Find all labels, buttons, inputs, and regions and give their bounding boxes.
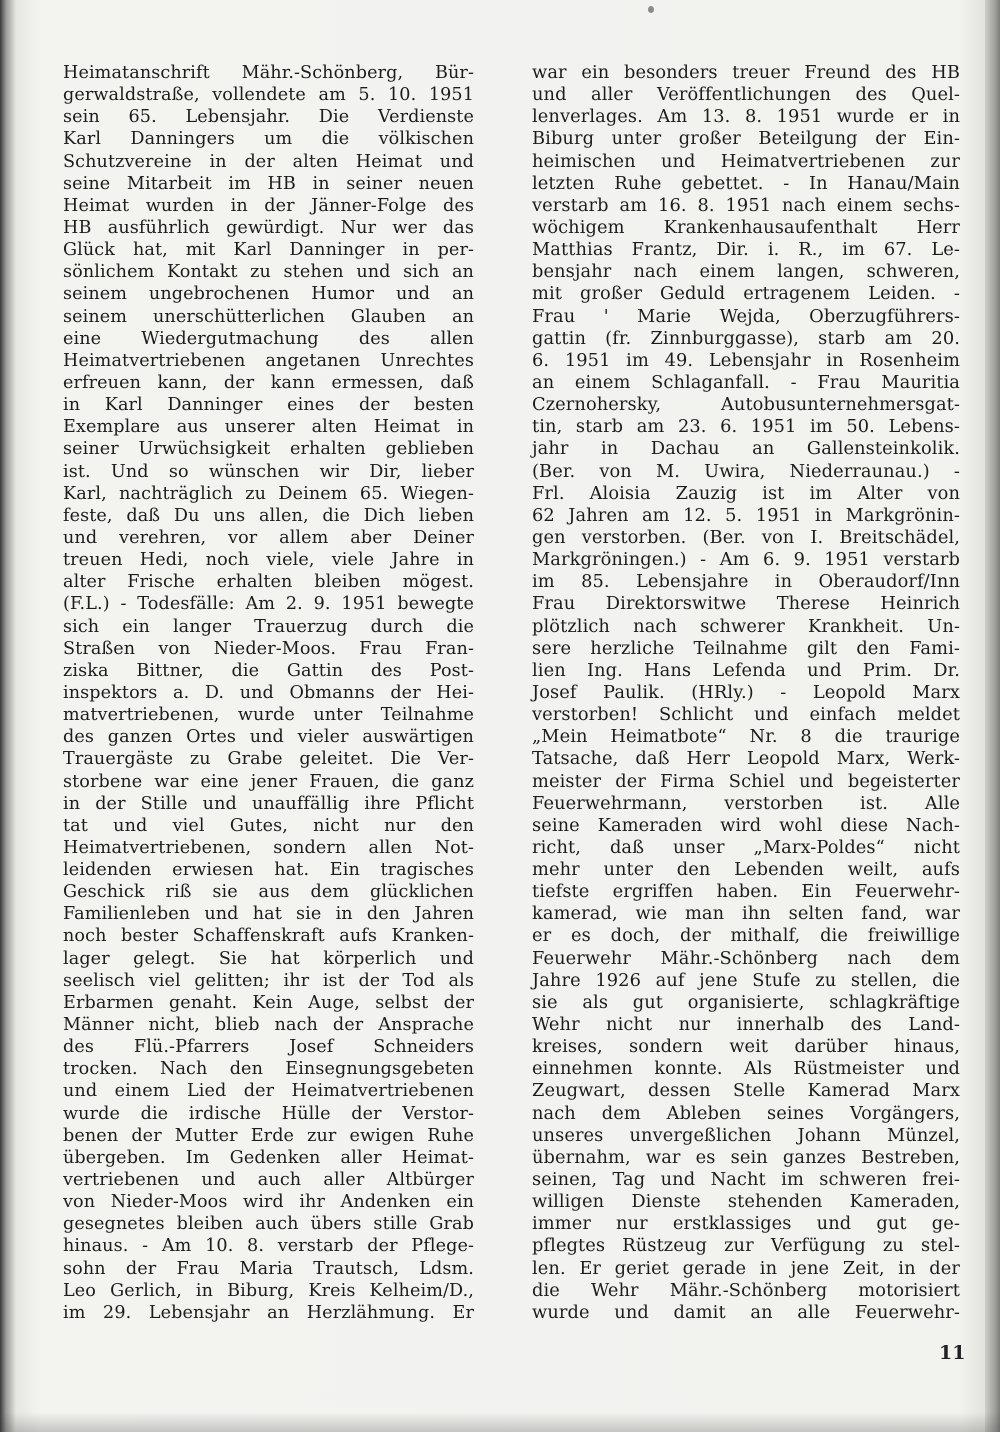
text-line: matvertriebenen, wurde unter Teilnahme [63,705,474,726]
text-line: lien Ing. Hans Lefenda und Prim. Dr. [532,659,960,681]
text-line: er es doch, der mithalf, die freiwillige [532,925,960,947]
text-line: Feuerwehr Mähr.-Schönberg nach dem [532,947,960,969]
text-line: richt, daß unser „Marx-Poldes“ nicht [532,836,960,858]
text-line: len. Er geriet gerade in jene Zeit, in der [532,1257,960,1279]
text-line: Zeugwart, dessen Stelle Kamerad Marx [532,1080,960,1102]
text-line: und aller Veröffentlichungen des Quel- [532,84,960,106]
text-line: treuen Hedi, noch viele, viele Jahre in [63,550,474,571]
text-line: Wehr nicht nur innerhalb des Land- [532,1014,960,1036]
text-line: Karl Danningers um die völkischen [63,129,474,150]
text-line: trocken. Nach den Einsegnungsgebeten [63,1059,474,1080]
text-line: inspektors a. D. und Obmanns der Hei- [63,682,474,703]
text-line: (F.L.) - Todesfälle: Am 2. 9. 1951 bewegte [63,594,474,615]
text-line: pflegtes Rüstzeug zur Verfügung zu stel- [532,1235,960,1257]
text-line: verstarb am 16. 8. 1951 nach einem sechs- [532,194,960,216]
text-line: Heimatvertriebenen angetanen Unrechtes [63,350,474,371]
text-line: Straßen von Nieder-Moos. Frau Fran- [63,638,474,659]
text-line: Schutzvereine in der alten Heimat und [63,151,474,172]
text-line: seine Mitarbeit im HB in seiner neuen [63,173,474,194]
text-line: übergeben. Im Gedenken aller Heimat- [63,1147,474,1168]
text-line: gen verstorben. (Ber. von I. Breitschädel, [532,526,960,548]
bottom-shadow [0,1412,1000,1432]
text-line: Frau Direktorswitwe Therese Heinrich [532,593,960,615]
text-line: noch bester Schaffenskraft aufs Kranken- [63,926,474,947]
text-line: mehr unter den Lebenden weilt, aufs [532,859,960,881]
text-line: Matthias Frantz, Dir. i. R., im 67. Le- [532,239,960,261]
text-line: alter Frische erhalten bleiben mögest. [63,572,474,593]
text-line: Tatsache, daß Herr Leopold Marx, Werk- [532,748,960,770]
text-line: hinaus. - Am 10. 8. verstarb der Pflege- [63,1236,474,1257]
text-line: Josef Paulik. (HRly.) - Leopold Marx [532,681,960,703]
text-line: einnehmen konnte. Als Rüstmeister und [532,1058,960,1080]
text-line: eine Wiedergutmachung des allen [63,328,474,349]
text-line: Biburg unter großer Beteilgung der Ein- [532,128,960,150]
text-line: Familienleben und hat sie in den Jahren [63,904,474,925]
text-line: Heimat wurden in der Jänner-Folge des [63,195,474,216]
text-line: wöchigem Krankenhausaufenthalt Herr [532,216,960,238]
text-line: lenverlages. Am 13. 8. 1951 wurde er in [532,106,960,128]
page-number: 11 [939,1342,966,1364]
text-line: unseres unvergeßlichen Johann Münzel, [532,1124,960,1146]
text-line: bensjahr nach einem langen, schweren, [532,261,960,283]
text-line: seiner Urwüchsigkeit erhalten geblieben [63,439,474,460]
text-line: gattin (fr. Zinnburggasse), starb am 20. [532,327,960,349]
text-line: Heimatanschrift Mähr.-Schönberg, Bür- [63,63,474,83]
text-line: 6. 1951 im 49. Lebensjahr in Rosenheim [532,349,960,371]
text-line: Feuerwehrmann, verstorben ist. Alle [532,792,960,814]
text-line: ziska Bittner, die Gattin des Post- [63,660,474,681]
text-line: wurde die irdische Hülle der Verstor- [63,1103,474,1124]
text-line: seelisch viel gelitten; ihr ist der Tod als [63,970,474,991]
text-line: nach dem Ableben seines Vorgängers, [532,1102,960,1124]
text-line: des Flü.-Pfarrers Josef Schneiders [63,1037,474,1058]
text-line: seinen, Tag und Nacht im schweren frei- [532,1169,960,1191]
text-line: benen der Mutter Erde zur ewigen Ruhe [63,1125,474,1146]
text-line: leidenden erwiesen hat. Ein tragisches [63,860,474,881]
text-line: und einem Lied der Heimatvertriebenen [63,1081,474,1102]
text-line: HB ausführlich gewürdigt. Nur wer das [63,217,474,238]
text-line: seinem unerschütterlichen Glauben an [63,306,474,327]
text-line: „Mein Heimatbote“ Nr. 8 die traurige [532,726,960,748]
text-line: übernahm, war es sein ganzes Bestreben, [532,1146,960,1168]
text-line: erfreuen kann, der kann ermessen, daß [63,372,474,393]
text-line: verstorben! Schlicht und einfach meldet [532,704,960,726]
text-line: gerwaldstraße, vollendete am 5. 10. 1951 [63,85,474,106]
text-line: Heimatvertriebenen, sondern allen Not- [63,837,474,858]
text-line: von Nieder-Moos wird ihr Andenken ein [63,1192,474,1213]
text-line: im 85. Lebensjahre in Oberaudorf/Inn [532,571,960,593]
text-line: Männer nicht, blieb nach der Ansprache [63,1015,474,1036]
text-line: mit großer Geduld ertragenem Leiden. - [532,283,960,305]
text-line: heimischen und Heimatvertriebenen zur [532,150,960,172]
text-line: in Karl Danninger eines der besten [63,395,474,416]
text-line: sie als gut organisierte, schlagkräftige [532,991,960,1013]
text-line: kreises, sondern weit darüber hinaus, [532,1036,960,1058]
text-line: tat und viel Gutes, nicht nur den [63,815,474,836]
text-line: und verehren, vor allem aber Deiner [63,527,474,548]
text-line: seinem ungebrochenen Humor und an [63,284,474,305]
text-line: lager gelegt. Sie hat körperlich und [63,948,474,969]
text-line: Trauergäste zu Grabe geleitet. Die Ver- [63,749,474,770]
text-line: war ein besonders treuer Freund des HB [532,62,960,83]
text-line: Erbarmen genaht. Kein Auge, selbst der [63,992,474,1013]
right-text-column [532,62,960,1324]
text-line: die Wehr Mähr.-Schönberg motorisiert [532,1279,960,1301]
text-line: storbene war eine jener Frauen, die ganz [63,771,474,792]
left-text-column [63,62,474,1324]
text-line: im 29. Lebensjahr an Herzlähmung. Er [63,1302,474,1323]
text-line: kamerad, wie man ihn selten fand, war [532,903,960,925]
text-line: gesegnetes bleiben auch übers stille Grab [63,1214,474,1235]
text-line: vertriebenen und auch aller Altbürger [63,1170,474,1191]
text-line: seine Kameraden wird wohl diese Nach- [532,814,960,836]
text-line: tin, starb am 23. 6. 1951 im 50. Lebens- [532,416,960,438]
text-line: 62 Jahren am 12. 5. 1951 in Markgrönin- [532,504,960,526]
text-line: Jahre 1926 auf jene Stufe zu stellen, die [532,969,960,991]
text-line: Exemplare aus unserer alten Heimat in [63,417,474,438]
text-line: immer nur erstklassiges und gut ge- [532,1213,960,1235]
text-line: sohn der Frau Maria Trautsch, Ldsm. [63,1258,474,1279]
text-line: Karl, nachträglich zu Deinem 65. Wiegen- [63,483,474,504]
text-line: Glück hat, mit Karl Danninger in per- [63,240,474,261]
text-line: wurde und damit an alle Feuerwehr- [532,1301,960,1323]
page-edge-shadow [985,0,1000,1432]
text-line: letzten Ruhe gebettet. - In Hanau/Main [532,172,960,194]
text-line: Frl. Aloisia Zauzig ist im Alter von [532,482,960,504]
text-line: ist. Und so wünschen wir Dir, lieber [63,461,474,482]
ink-dot [648,6,654,13]
text-line: feste, daß Du uns allen, die Dich lieben [63,505,474,526]
text-line: tiefste ergriffen haben. Ein Feuerwehr- [532,881,960,903]
text-line: in der Stille und unauffällig ihre Pflicht [63,793,474,814]
text-line: sere herzliche Teilnahme gilt den Fami- [532,637,960,659]
text-line: Czernohersky, Autobusunternehmersgat- [532,394,960,416]
text-line: Leo Gerlich, in Biburg, Kreis Kelheim/D., [63,1280,474,1301]
text-line: sönlichem Kontakt zu stehen und sich an [63,262,474,283]
text-line: Frau ' Marie Wejda, Oberzugführers- [532,305,960,327]
text-line: sich ein langer Trauerzug durch die [63,616,474,637]
text-line: meister der Firma Schiel und begeisterter [532,770,960,792]
text-line: (Ber. von M. Uwira, Niederraunau.) - [532,460,960,482]
text-line: des ganzen Ortes und vieler auswärtigen [63,727,474,748]
text-line: willigen Dienste stehenden Kameraden, [532,1191,960,1213]
text-line: jahr in Dachau an Gallensteinkolik. [532,438,960,460]
text-line: sein 65. Lebensjahr. Die Verdienste [63,107,474,128]
text-line: an einem Schlaganfall. - Frau Mauritia [532,371,960,393]
text-line: Markgröningen.) - Am 6. 9. 1951 verstarb [532,549,960,571]
text-line: plötzlich nach schwerer Krankheit. Un- [532,615,960,637]
text-line: Geschick riß sie aus dem glücklichen [63,882,474,903]
